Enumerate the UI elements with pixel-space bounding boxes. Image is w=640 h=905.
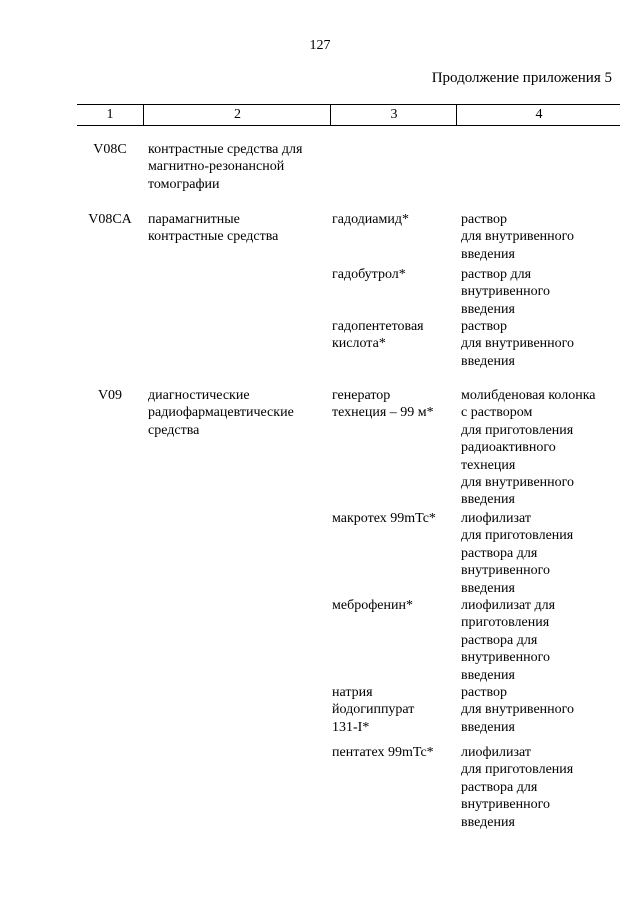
drug-name-line: натрия xyxy=(332,685,373,700)
group-name-line: контрастные средства для xyxy=(148,142,303,157)
dosage-form-line: раствора для xyxy=(461,545,538,561)
dosage-form-line: внутривенного xyxy=(461,650,551,666)
dosage-form-line: раствор xyxy=(461,685,508,700)
drug-name-line: технеция – 99 м* xyxy=(332,405,434,421)
group-name-line: парамагнитные xyxy=(148,212,240,227)
drug-name xyxy=(332,211,409,228)
drug-name xyxy=(332,510,436,527)
drug-name-line: пентатех 99mTc* xyxy=(332,745,434,760)
dosage-form-line: введения xyxy=(461,814,515,830)
group-name-line: диагностические xyxy=(148,388,250,403)
drug-name xyxy=(332,597,413,614)
dosage-form-line: внутривенного xyxy=(461,563,551,579)
dosage-form-line: для внутривенного xyxy=(461,336,575,352)
group-name xyxy=(148,211,278,246)
drug-name xyxy=(332,387,434,422)
dosage-form-line: введения xyxy=(461,353,515,369)
group-name-line: средства xyxy=(148,422,200,438)
dosage-form-line: для приготовления xyxy=(461,762,574,778)
dosage-form xyxy=(461,211,574,263)
dosage-form-line: для внутривенного xyxy=(461,475,575,491)
drug-name xyxy=(332,266,406,283)
page-number: 127 xyxy=(309,38,331,53)
dosage-form-line: раствора для xyxy=(461,779,538,795)
dosage-form xyxy=(461,266,550,318)
dosage-form xyxy=(461,318,574,370)
dosage-form-line: раствора для xyxy=(461,632,538,648)
header-col-4: 4 xyxy=(456,105,621,125)
dosage-form-line: введения xyxy=(461,301,515,317)
atc-code: V08CA xyxy=(88,212,132,227)
dosage-form-line: раствор для xyxy=(461,267,532,282)
dosage-form-line: раствор xyxy=(461,212,508,227)
dosage-form-line: введения xyxy=(461,246,515,262)
dosage-form-line: лиофилизат для xyxy=(461,598,556,613)
dosage-form xyxy=(461,597,555,684)
drug-name-line: гадодиамид* xyxy=(332,212,409,227)
dosage-form-line: внутривенного xyxy=(461,797,551,813)
continuation-title: Продолжение приложения 5 xyxy=(431,70,612,86)
drug-name-line: гадобутрол* xyxy=(332,267,406,282)
table-header xyxy=(77,104,620,126)
dosage-form-line: молибденовая колонка xyxy=(461,388,596,403)
dosage-form xyxy=(461,684,574,736)
header-col-2: 2 xyxy=(143,105,331,125)
group-name xyxy=(148,387,294,439)
dosage-form xyxy=(461,387,596,509)
dosage-form-line: приготовления xyxy=(461,615,550,631)
dosage-form-line: введения xyxy=(461,492,515,508)
dosage-form-line: раствор xyxy=(461,319,508,334)
dosage-form-line: введения xyxy=(461,580,515,596)
drug-name xyxy=(332,318,424,353)
dosage-form-line: технеция xyxy=(461,457,516,473)
header-col-3: 3 xyxy=(330,105,457,125)
header-col-1: 1 xyxy=(106,107,114,122)
drug-name-line: кислота* xyxy=(332,336,386,352)
group-name-line: магнитно-резонансной xyxy=(148,159,285,175)
drug-name-line: йодогиппурат xyxy=(332,702,415,718)
dosage-form-line: с раствором xyxy=(461,405,533,421)
drug-name-line: 131-I* xyxy=(332,719,370,735)
group-name-line: томографии xyxy=(148,176,220,192)
group-name-line: радиофармацевтические xyxy=(148,405,294,421)
drug-name-line: гадопентетовая xyxy=(332,319,424,334)
drug-name xyxy=(332,684,414,736)
atc-code: V09 xyxy=(97,388,123,403)
dosage-form-line: лиофилизат xyxy=(461,511,532,526)
dosage-form-line: лиофилизат xyxy=(461,745,532,760)
dosage-form-line: для внутривенного xyxy=(461,702,575,718)
dosage-form xyxy=(461,744,573,831)
dosage-form-line: для приготовления xyxy=(461,528,574,544)
group-name-line: контрастные средства xyxy=(148,229,279,245)
dosage-form-line: введения xyxy=(461,719,515,735)
dosage-form xyxy=(461,510,573,597)
drug-name-line: меброфенин* xyxy=(332,598,413,613)
dosage-form-line: введения xyxy=(461,667,515,683)
atc-code: V08C xyxy=(93,142,127,157)
dosage-form-line: радиоактивного xyxy=(461,440,556,456)
dosage-form-line: для внутривенного xyxy=(461,229,575,245)
drug-name-line: макротех 99mTc* xyxy=(332,511,436,526)
drug-name xyxy=(332,744,434,761)
dosage-form-line: внутривенного xyxy=(461,284,551,300)
group-name xyxy=(148,141,302,193)
dosage-form-line: для приготовления xyxy=(461,422,574,438)
drug-name-line: генератор xyxy=(332,388,391,403)
